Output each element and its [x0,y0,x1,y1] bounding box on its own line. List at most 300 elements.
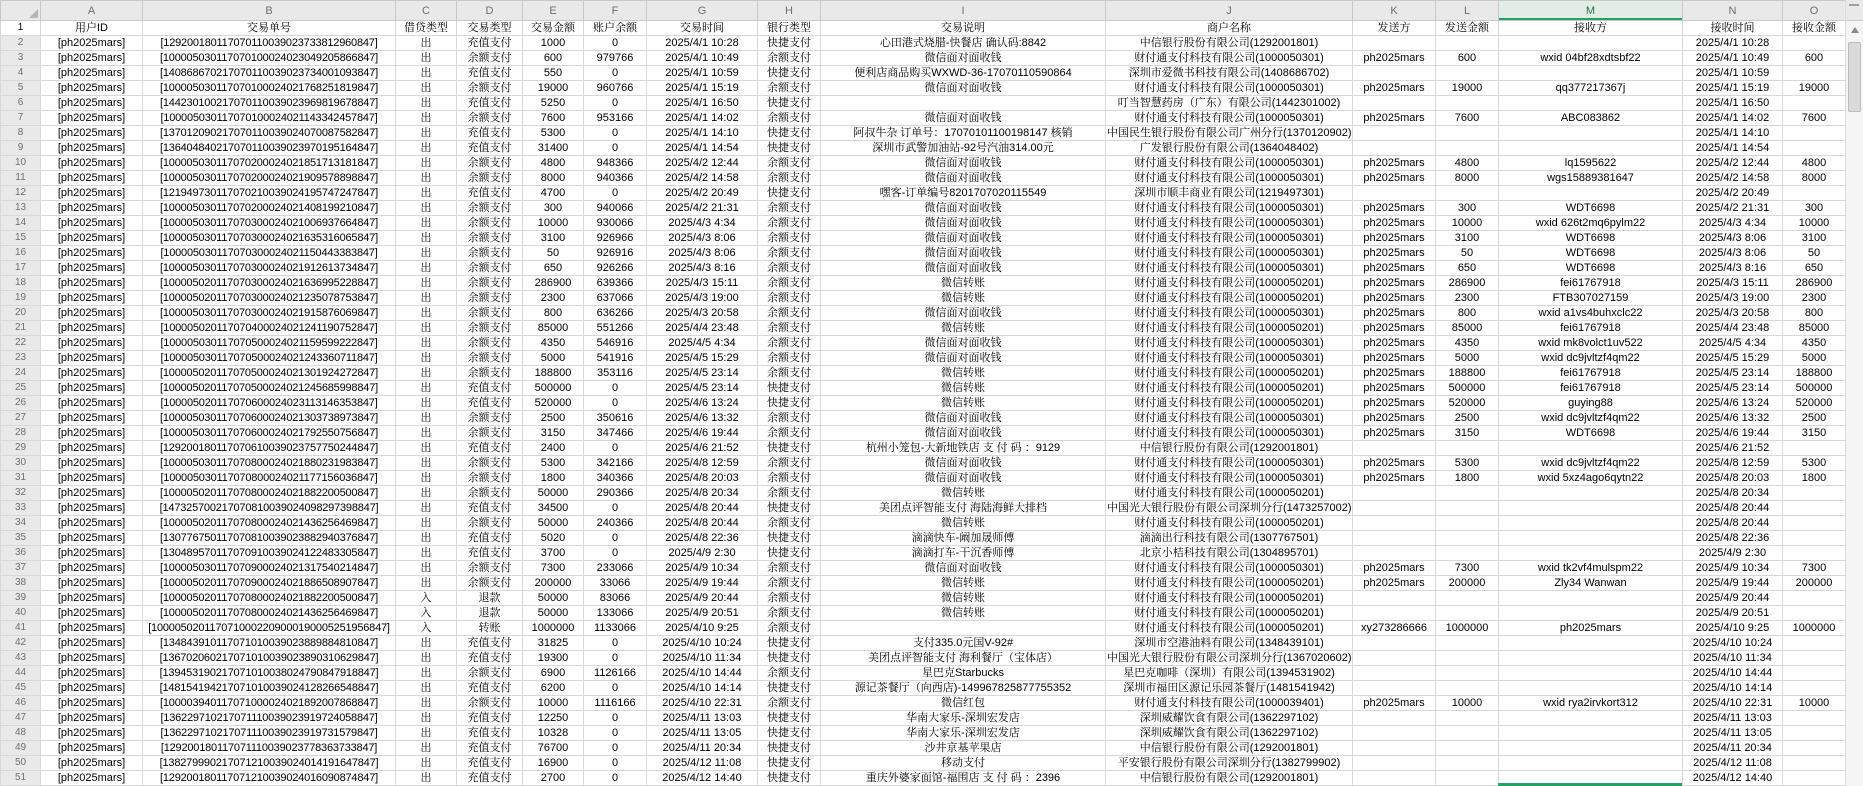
cell-O11[interactable]: 8000 [1783,171,1846,186]
row-number-31[interactable]: 31 [1,471,41,486]
cell-F5[interactable]: 960766 [584,81,647,96]
cell-N12[interactable]: 2025/4/2 20:49 [1683,186,1783,201]
cell-J28[interactable]: 财付通支付科技有限公司(1000050301) [1106,426,1353,441]
cell-D44[interactable]: 余额支付 [457,666,523,681]
cell-F11[interactable]: 940366 [584,171,647,186]
cell-J17[interactable]: 财付通支付科技有限公司(1000050301) [1106,261,1353,276]
cell-E8[interactable]: 5300 [523,126,584,141]
cell-C26[interactable]: 出 [396,396,457,411]
cell-B10[interactable]: [100005030117070200024021851713181847] [143,156,396,171]
cell-C7[interactable]: 出 [396,111,457,126]
cell-A49[interactable]: [ph2025mars] [41,741,143,756]
cell-L15[interactable]: 3100 [1436,231,1499,246]
cell-N4[interactable]: 2025/4/1 10:59 [1683,66,1783,81]
cell-C13[interactable]: 出 [396,201,457,216]
cell-N24[interactable]: 2025/4/5 23:14 [1683,366,1783,381]
cell-H6[interactable]: 快捷支付 [758,96,821,111]
cell-G7[interactable]: 2025/4/1 14:02 [647,111,758,126]
column-header-N[interactable]: N [1683,1,1783,21]
cell-N16[interactable]: 2025/4/3 8:06 [1683,246,1783,261]
cell-E24[interactable]: 188800 [523,366,584,381]
cell-E41[interactable]: 1000000 [523,621,584,636]
cell-C21[interactable]: 出 [396,321,457,336]
cell-J13[interactable]: 财付通支付科技有限公司(1000050301) [1106,201,1353,216]
cell-A34[interactable]: [ph2025mars] [41,516,143,531]
cell-A12[interactable]: [ph2025mars] [41,186,143,201]
cell-N11[interactable]: 2025/4/2 14:58 [1683,171,1783,186]
cell-A36[interactable]: [ph2025mars] [41,546,143,561]
cell-N7[interactable]: 2025/4/1 14:02 [1683,111,1783,126]
cell-D36[interactable]: 充值支付 [457,546,523,561]
cell-C2[interactable]: 出 [396,36,457,51]
cell-F30[interactable]: 342166 [584,456,647,471]
cell-H34[interactable]: 余额支付 [758,516,821,531]
cell-E44[interactable]: 6900 [523,666,584,681]
cell-F31[interactable]: 340366 [584,471,647,486]
row-number-7[interactable]: 7 [1,111,41,126]
cell-G40[interactable]: 2025/4/9 20:51 [647,606,758,621]
cell-N8[interactable]: 2025/4/1 14:10 [1683,126,1783,141]
cell-O42[interactable] [1783,636,1846,651]
cell-A18[interactable]: [ph2025mars] [41,276,143,291]
cell-A31[interactable]: [ph2025mars] [41,471,143,486]
cell-H42[interactable]: 快捷支付 [758,636,821,651]
field-header-F[interactable]: 账户余额 [584,21,647,36]
cell-B36[interactable]: [130489570117070910039024122483305847] [143,546,396,561]
cell-G22[interactable]: 2025/4/5 4:34 [647,336,758,351]
cell-J39[interactable]: 财付通支付科技有限公司(1000050201) [1106,591,1353,606]
cell-F50[interactable]: 0 [584,756,647,771]
cell-E14[interactable]: 10000 [523,216,584,231]
cell-L23[interactable]: 5000 [1436,351,1499,366]
cell-K2[interactable] [1353,36,1436,51]
cell-L43[interactable] [1436,651,1499,666]
cell-K3[interactable]: ph2025mars [1353,51,1436,66]
cell-O43[interactable] [1783,651,1846,666]
cell-J7[interactable]: 财付通支付科技有限公司(1000050301) [1106,111,1353,126]
row-number-1[interactable]: 1 [1,21,41,36]
column-header-D[interactable]: D [457,1,523,21]
cell-N48[interactable]: 2025/4/11 13:05 [1683,726,1783,741]
cell-F16[interactable]: 926916 [584,246,647,261]
cell-F36[interactable]: 0 [584,546,647,561]
cell-N26[interactable]: 2025/4/6 13:24 [1683,396,1783,411]
cell-N38[interactable]: 2025/4/9 19:44 [1683,576,1783,591]
cell-M32[interactable] [1499,486,1683,501]
vertical-scrollbar[interactable] [1845,0,1863,786]
cell-B47[interactable]: [136229710217071110039023919724058847] [143,711,396,726]
cell-E3[interactable]: 600 [523,51,584,66]
cell-E19[interactable]: 2300 [523,291,584,306]
cell-J11[interactable]: 财付通支付科技有限公司(1000050301) [1106,171,1353,186]
cell-A43[interactable]: [ph2025mars] [41,651,143,666]
cell-G46[interactable]: 2025/4/10 22:31 [647,696,758,711]
field-header-C[interactable]: 借贷类型 [396,21,457,36]
cell-B44[interactable]: [139453190217071010038024790847918847] [143,666,396,681]
row-number-10[interactable]: 10 [1,156,41,171]
cell-D30[interactable]: 余额支付 [457,456,523,471]
cell-E5[interactable]: 19000 [523,81,584,96]
cell-C8[interactable]: 出 [396,126,457,141]
cell-A6[interactable]: [ph2025mars] [41,96,143,111]
cell-K38[interactable]: ph2025mars [1353,576,1436,591]
cell-F38[interactable]: 33066 [584,576,647,591]
cell-O10[interactable]: 4800 [1783,156,1846,171]
cell-F21[interactable]: 551266 [584,321,647,336]
cell-O25[interactable]: 500000 [1783,381,1846,396]
cell-J44[interactable]: 星巴克咖啡（深圳）有限公司(1394531902) [1106,666,1353,681]
cell-C14[interactable]: 出 [396,216,457,231]
cell-C30[interactable]: 出 [396,456,457,471]
cell-C45[interactable]: 出 [396,681,457,696]
cell-B27[interactable]: [100005030117070600024021303738973847] [143,411,396,426]
cell-C11[interactable]: 出 [396,171,457,186]
column-header-J[interactable]: J [1106,1,1353,21]
cell-K23[interactable]: ph2025mars [1353,351,1436,366]
cell-H47[interactable]: 快捷支付 [758,711,821,726]
cell-M19[interactable]: FTB307027159 [1499,291,1683,306]
cell-B40[interactable]: [100005020117070800024021436256469847] [143,606,396,621]
cell-D5[interactable]: 余额支付 [457,81,523,96]
cell-L17[interactable]: 650 [1436,261,1499,276]
cell-I24[interactable]: 微信转账 [821,366,1106,381]
cell-H9[interactable]: 快捷支付 [758,141,821,156]
cell-N42[interactable]: 2025/4/10 10:24 [1683,636,1783,651]
cell-E42[interactable]: 31825 [523,636,584,651]
cell-O4[interactable] [1783,66,1846,81]
cell-I14[interactable]: 微信面对面收钱 [821,216,1106,231]
cell-I26[interactable]: 微信转账 [821,396,1106,411]
cell-N37[interactable]: 2025/4/9 10:34 [1683,561,1783,576]
cell-A13[interactable]: [ph2025mars] [41,201,143,216]
cell-H11[interactable]: 余额支付 [758,171,821,186]
row-number-17[interactable]: 17 [1,261,41,276]
cell-J2[interactable]: 中信银行股份有限公司(1292001801) [1106,36,1353,51]
cell-G33[interactable]: 2025/4/8 20:44 [647,501,758,516]
cell-O14[interactable]: 10000 [1783,216,1846,231]
cell-H26[interactable]: 快捷支付 [758,396,821,411]
cell-L50[interactable] [1436,756,1499,771]
cell-C40[interactable]: 入 [396,606,457,621]
cell-D18[interactable]: 余额支付 [457,276,523,291]
cell-L8[interactable] [1436,126,1499,141]
cell-B37[interactable]: [100005030117070900024021317540214847] [143,561,396,576]
cell-A32[interactable]: [ph2025mars] [41,486,143,501]
cell-E40[interactable]: 50000 [523,606,584,621]
cell-F24[interactable]: 353116 [584,366,647,381]
cell-O49[interactable] [1783,741,1846,756]
cell-H37[interactable]: 余额支付 [758,561,821,576]
cell-C5[interactable]: 出 [396,81,457,96]
cell-C46[interactable]: 出 [396,696,457,711]
cell-M25[interactable]: fei61767918 [1499,381,1683,396]
cell-F4[interactable]: 0 [584,66,647,81]
cell-E30[interactable]: 5300 [523,456,584,471]
cell-G26[interactable]: 2025/4/6 13:24 [647,396,758,411]
cell-O20[interactable]: 800 [1783,306,1846,321]
cell-L35[interactable] [1436,531,1499,546]
cell-O26[interactable]: 520000 [1783,396,1846,411]
cell-C18[interactable]: 出 [396,276,457,291]
cell-G44[interactable]: 2025/4/10 14:44 [647,666,758,681]
cell-I30[interactable]: 微信面对面收钱 [821,456,1106,471]
cell-K26[interactable]: ph2025mars [1353,396,1436,411]
cell-F47[interactable]: 0 [584,711,647,726]
column-header-K[interactable]: K [1353,1,1436,21]
cell-K40[interactable] [1353,606,1436,621]
cell-C49[interactable]: 出 [396,741,457,756]
cell-H13[interactable]: 余额支付 [758,201,821,216]
cell-O12[interactable] [1783,186,1846,201]
column-header-O[interactable]: O [1783,1,1846,21]
cell-C50[interactable]: 出 [396,756,457,771]
cell-C17[interactable]: 出 [396,261,457,276]
row-number-2[interactable]: 2 [1,36,41,51]
cell-J21[interactable]: 财付通支付科技有限公司(1000050201) [1106,321,1353,336]
cell-O46[interactable]: 10000 [1783,696,1846,711]
cell-N20[interactable]: 2025/4/3 20:58 [1683,306,1783,321]
cell-F41[interactable]: 1133066 [584,621,647,636]
row-number-21[interactable]: 21 [1,321,41,336]
cell-C44[interactable]: 出 [396,666,457,681]
cell-H2[interactable]: 快捷支付 [758,36,821,51]
cell-F28[interactable]: 347466 [584,426,647,441]
cell-J10[interactable]: 财付通支付科技有限公司(1000050301) [1106,156,1353,171]
row-number-46[interactable]: 46 [1,696,41,711]
cell-G20[interactable]: 2025/4/3 20:58 [647,306,758,321]
cell-E49[interactable]: 76700 [523,741,584,756]
cell-O30[interactable]: 5300 [1783,456,1846,471]
cell-M6[interactable] [1499,96,1683,111]
cell-M44[interactable] [1499,666,1683,681]
cell-L20[interactable]: 800 [1436,306,1499,321]
cell-C41[interactable]: 入 [396,621,457,636]
cell-O5[interactable]: 19000 [1783,81,1846,96]
cell-K50[interactable] [1353,756,1436,771]
cell-G9[interactable]: 2025/4/1 14:54 [647,141,758,156]
cell-I43[interactable]: 美团点评智能支付 海利餐厅（宝体店） [821,651,1106,666]
cell-I8[interactable]: 阿叔牛杂 订单号：17070101100198147 核销 [821,126,1106,141]
row-number-28[interactable]: 28 [1,426,41,441]
cell-M48[interactable] [1499,726,1683,741]
cell-A29[interactable]: [ph2025mars] [41,441,143,456]
cell-I23[interactable]: 微信面对面收钱 [821,351,1106,366]
cell-N25[interactable]: 2025/4/5 23:14 [1683,381,1783,396]
cell-C16[interactable]: 出 [396,246,457,261]
cell-M34[interactable] [1499,516,1683,531]
cell-H39[interactable]: 余额支付 [758,591,821,606]
cell-I36[interactable]: 滴滴打车-干沉香师傅 [821,546,1106,561]
cell-L40[interactable] [1436,606,1499,621]
cell-I39[interactable]: 微信转账 [821,591,1106,606]
cell-C33[interactable]: 出 [396,501,457,516]
cell-G8[interactable]: 2025/4/1 14:10 [647,126,758,141]
cell-D3[interactable]: 余额支付 [457,51,523,66]
field-header-D[interactable]: 交易类型 [457,21,523,36]
row-number-48[interactable]: 48 [1,726,41,741]
cell-H41[interactable]: 余额支付 [758,621,821,636]
row-number-29[interactable]: 29 [1,441,41,456]
cell-G34[interactable]: 2025/4/8 20:44 [647,516,758,531]
cell-I41[interactable] [821,621,1106,636]
cell-D46[interactable]: 余额支付 [457,696,523,711]
cell-K43[interactable] [1353,651,1436,666]
cell-O36[interactable] [1783,546,1846,561]
cell-H32[interactable]: 余额支付 [758,486,821,501]
cell-B5[interactable]: [100005030117070100024021768251819847] [143,81,396,96]
cell-M11[interactable]: wgs15889381647 [1499,171,1683,186]
row-number-6[interactable]: 6 [1,96,41,111]
cell-J32[interactable]: 财付通支付科技有限公司(1000050201) [1106,486,1353,501]
cell-D14[interactable]: 余额支付 [457,216,523,231]
cell-F26[interactable]: 0 [584,396,647,411]
cell-A3[interactable]: [ph2025mars] [41,51,143,66]
cell-E28[interactable]: 3150 [523,426,584,441]
cell-H19[interactable]: 余额支付 [758,291,821,306]
cell-G35[interactable]: 2025/4/8 22:36 [647,531,758,546]
cell-D15[interactable]: 余额支付 [457,231,523,246]
cell-F35[interactable]: 0 [584,531,647,546]
row-number-43[interactable]: 43 [1,651,41,666]
cell-M4[interactable] [1499,66,1683,81]
cell-N31[interactable]: 2025/4/8 20:03 [1683,471,1783,486]
cell-I12[interactable]: 嘿客-订单编号8201707020115549 [821,186,1106,201]
cell-N46[interactable]: 2025/4/10 22:31 [1683,696,1783,711]
cell-C39[interactable]: 入 [396,591,457,606]
cell-F9[interactable]: 0 [584,141,647,156]
cell-G48[interactable]: 2025/4/11 13:05 [647,726,758,741]
cell-N34[interactable]: 2025/4/8 20:44 [1683,516,1783,531]
row-number-12[interactable]: 12 [1,186,41,201]
cell-M42[interactable] [1499,636,1683,651]
cell-D40[interactable]: 退款 [457,606,523,621]
cell-M16[interactable]: WDT6698 [1499,246,1683,261]
cell-F18[interactable]: 639366 [584,276,647,291]
cell-D11[interactable]: 余额支付 [457,171,523,186]
field-header-H[interactable]: 银行类型 [758,21,821,36]
cell-K22[interactable]: ph2025mars [1353,336,1436,351]
cell-C38[interactable]: 出 [396,576,457,591]
cell-H30[interactable]: 余额支付 [758,456,821,471]
column-header-E[interactable]: E [523,1,584,21]
cell-L14[interactable]: 10000 [1436,216,1499,231]
cell-G30[interactable]: 2025/4/8 12:59 [647,456,758,471]
cell-D8[interactable]: 充值支付 [457,126,523,141]
cell-F33[interactable]: 0 [584,501,647,516]
cell-A7[interactable]: [ph2025mars] [41,111,143,126]
cell-K20[interactable]: ph2025mars [1353,306,1436,321]
cell-D26[interactable]: 充值支付 [457,396,523,411]
cell-N51[interactable]: 2025/4/12 14:40 [1683,771,1783,786]
cell-A4[interactable]: [ph2025mars] [41,66,143,81]
cell-M40[interactable] [1499,606,1683,621]
cell-M39[interactable] [1499,591,1683,606]
cell-A22[interactable]: [ph2025mars] [41,336,143,351]
cell-C43[interactable]: 出 [396,651,457,666]
cell-L27[interactable]: 2500 [1436,411,1499,426]
cell-J31[interactable]: 财付通支付科技有限公司(1000050301) [1106,471,1353,486]
cell-K51[interactable] [1353,771,1436,786]
column-header-I[interactable]: I [821,1,1106,21]
cell-B31[interactable]: [100005030117070800024021177156036847] [143,471,396,486]
cell-N45[interactable]: 2025/4/10 14:14 [1683,681,1783,696]
row-number-49[interactable]: 49 [1,741,41,756]
cell-H44[interactable]: 余额支付 [758,666,821,681]
cell-H31[interactable]: 余额支付 [758,471,821,486]
cell-G25[interactable]: 2025/4/5 23:14 [647,381,758,396]
cell-J40[interactable]: 财付通支付科技有限公司(1000050201) [1106,606,1353,621]
cell-H8[interactable]: 快捷支付 [758,126,821,141]
cell-M26[interactable]: guying88 [1499,396,1683,411]
cell-G36[interactable]: 2025/4/9 2:30 [647,546,758,561]
cell-F8[interactable]: 0 [584,126,647,141]
cell-B41[interactable]: [1000050201170710002209000190005251956847] [143,621,396,636]
cell-M21[interactable]: fei61767918 [1499,321,1683,336]
cell-J9[interactable]: 广发银行股份有限公司(1364048402) [1106,141,1353,156]
cell-M23[interactable]: wxid dc9jvltzf4qm22 [1499,351,1683,366]
cell-M2[interactable] [1499,36,1683,51]
cell-F27[interactable]: 350616 [584,411,647,426]
cell-A35[interactable]: [ph2025mars] [41,531,143,546]
cell-O7[interactable]: 7600 [1783,111,1846,126]
cell-A45[interactable]: [ph2025mars] [41,681,143,696]
cell-A15[interactable]: [ph2025mars] [41,231,143,246]
cell-E27[interactable]: 2500 [523,411,584,426]
cell-D33[interactable]: 充值支付 [457,501,523,516]
cell-K15[interactable]: ph2025mars [1353,231,1436,246]
cell-I38[interactable]: 微信转账 [821,576,1106,591]
cell-G5[interactable]: 2025/4/1 15:19 [647,81,758,96]
cell-I21[interactable]: 微信转账 [821,321,1106,336]
cell-O50[interactable] [1783,756,1846,771]
cell-I18[interactable]: 微信转账 [821,276,1106,291]
cell-D2[interactable]: 充值支付 [457,36,523,51]
cell-C28[interactable]: 出 [396,426,457,441]
cell-M35[interactable] [1499,531,1683,546]
cell-H28[interactable]: 余额支付 [758,426,821,441]
cell-N27[interactable]: 2025/4/6 13:32 [1683,411,1783,426]
cell-O28[interactable]: 3150 [1783,426,1846,441]
cell-H29[interactable]: 快捷支付 [758,441,821,456]
cell-L49[interactable] [1436,741,1499,756]
cell-K27[interactable]: ph2025mars [1353,411,1436,426]
cell-D45[interactable]: 充值支付 [457,681,523,696]
cell-B35[interactable]: [130776750117070810039023882940376847] [143,531,396,546]
cell-N21[interactable]: 2025/4/4 23:48 [1683,321,1783,336]
cell-L48[interactable] [1436,726,1499,741]
cell-G14[interactable]: 2025/4/3 4:34 [647,216,758,231]
cell-D6[interactable]: 充值支付 [457,96,523,111]
cell-L38[interactable]: 200000 [1436,576,1499,591]
cell-K12[interactable] [1353,186,1436,201]
cell-A21[interactable]: [ph2025mars] [41,321,143,336]
row-number-37[interactable]: 37 [1,561,41,576]
cell-B14[interactable]: [100005030117070300024021006937664847] [143,216,396,231]
cell-L41[interactable]: 1000000 [1436,621,1499,636]
cell-I49[interactable]: 沙井京基苹果店 [821,741,1106,756]
cell-K33[interactable] [1353,501,1436,516]
cell-L9[interactable] [1436,141,1499,156]
cell-F7[interactable]: 953166 [584,111,647,126]
cell-O22[interactable]: 4350 [1783,336,1846,351]
cell-D7[interactable]: 余额支付 [457,111,523,126]
cell-G28[interactable]: 2025/4/6 19:44 [647,426,758,441]
cell-N19[interactable]: 2025/4/3 19:00 [1683,291,1783,306]
cell-N49[interactable]: 2025/4/11 20:34 [1683,741,1783,756]
cell-H25[interactable]: 快捷支付 [758,381,821,396]
cell-B9[interactable]: [136404840217070110039023970195164847] [143,141,396,156]
cell-E43[interactable]: 19300 [523,651,584,666]
